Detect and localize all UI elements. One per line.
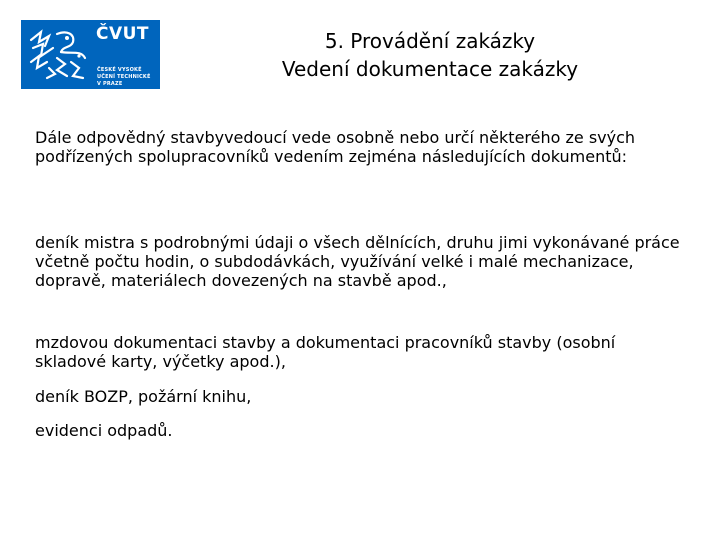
logo-line: ČESKÉ VYSOKÉ	[97, 67, 142, 73]
logo-line: V PRAZE	[97, 81, 123, 87]
list-item: evidenci odpadů.	[35, 421, 173, 440]
slide-subtitle: Vedení dokumentace zakázky	[281, 57, 579, 81]
list-item: deník BOZP, požární knihu,	[35, 387, 252, 406]
list-item: deník mistra s podrobnými údaji o všech dělnících, druhu jimi vykonávané práce včetně počtu hodin, o subdodávkách, využívání velké i malé mechanizace, dopravě, materiálech dovezených na stavbě apod.,	[35, 233, 680, 290]
logo-brand: ČVUT	[96, 24, 150, 44]
cvut-logo	[21, 20, 160, 89]
intro-paragraph: Dále odpovědný stavbyvedoucí vede osobně nebo určí některého ze svých podřízených spolupracovníků vedením zejména následujících dokumentů:	[35, 128, 636, 166]
list-item: mzdovou dokumentaci stavby a dokumentaci pracovníků stavby (osobní skladové karty, výčetky apod.),	[35, 333, 616, 371]
lion-emblem-icon	[27, 28, 91, 82]
slide-title: 5. Provádění zakázky	[324, 29, 536, 53]
logo-line: UČENÍ TECHNICKÉ	[97, 74, 151, 80]
